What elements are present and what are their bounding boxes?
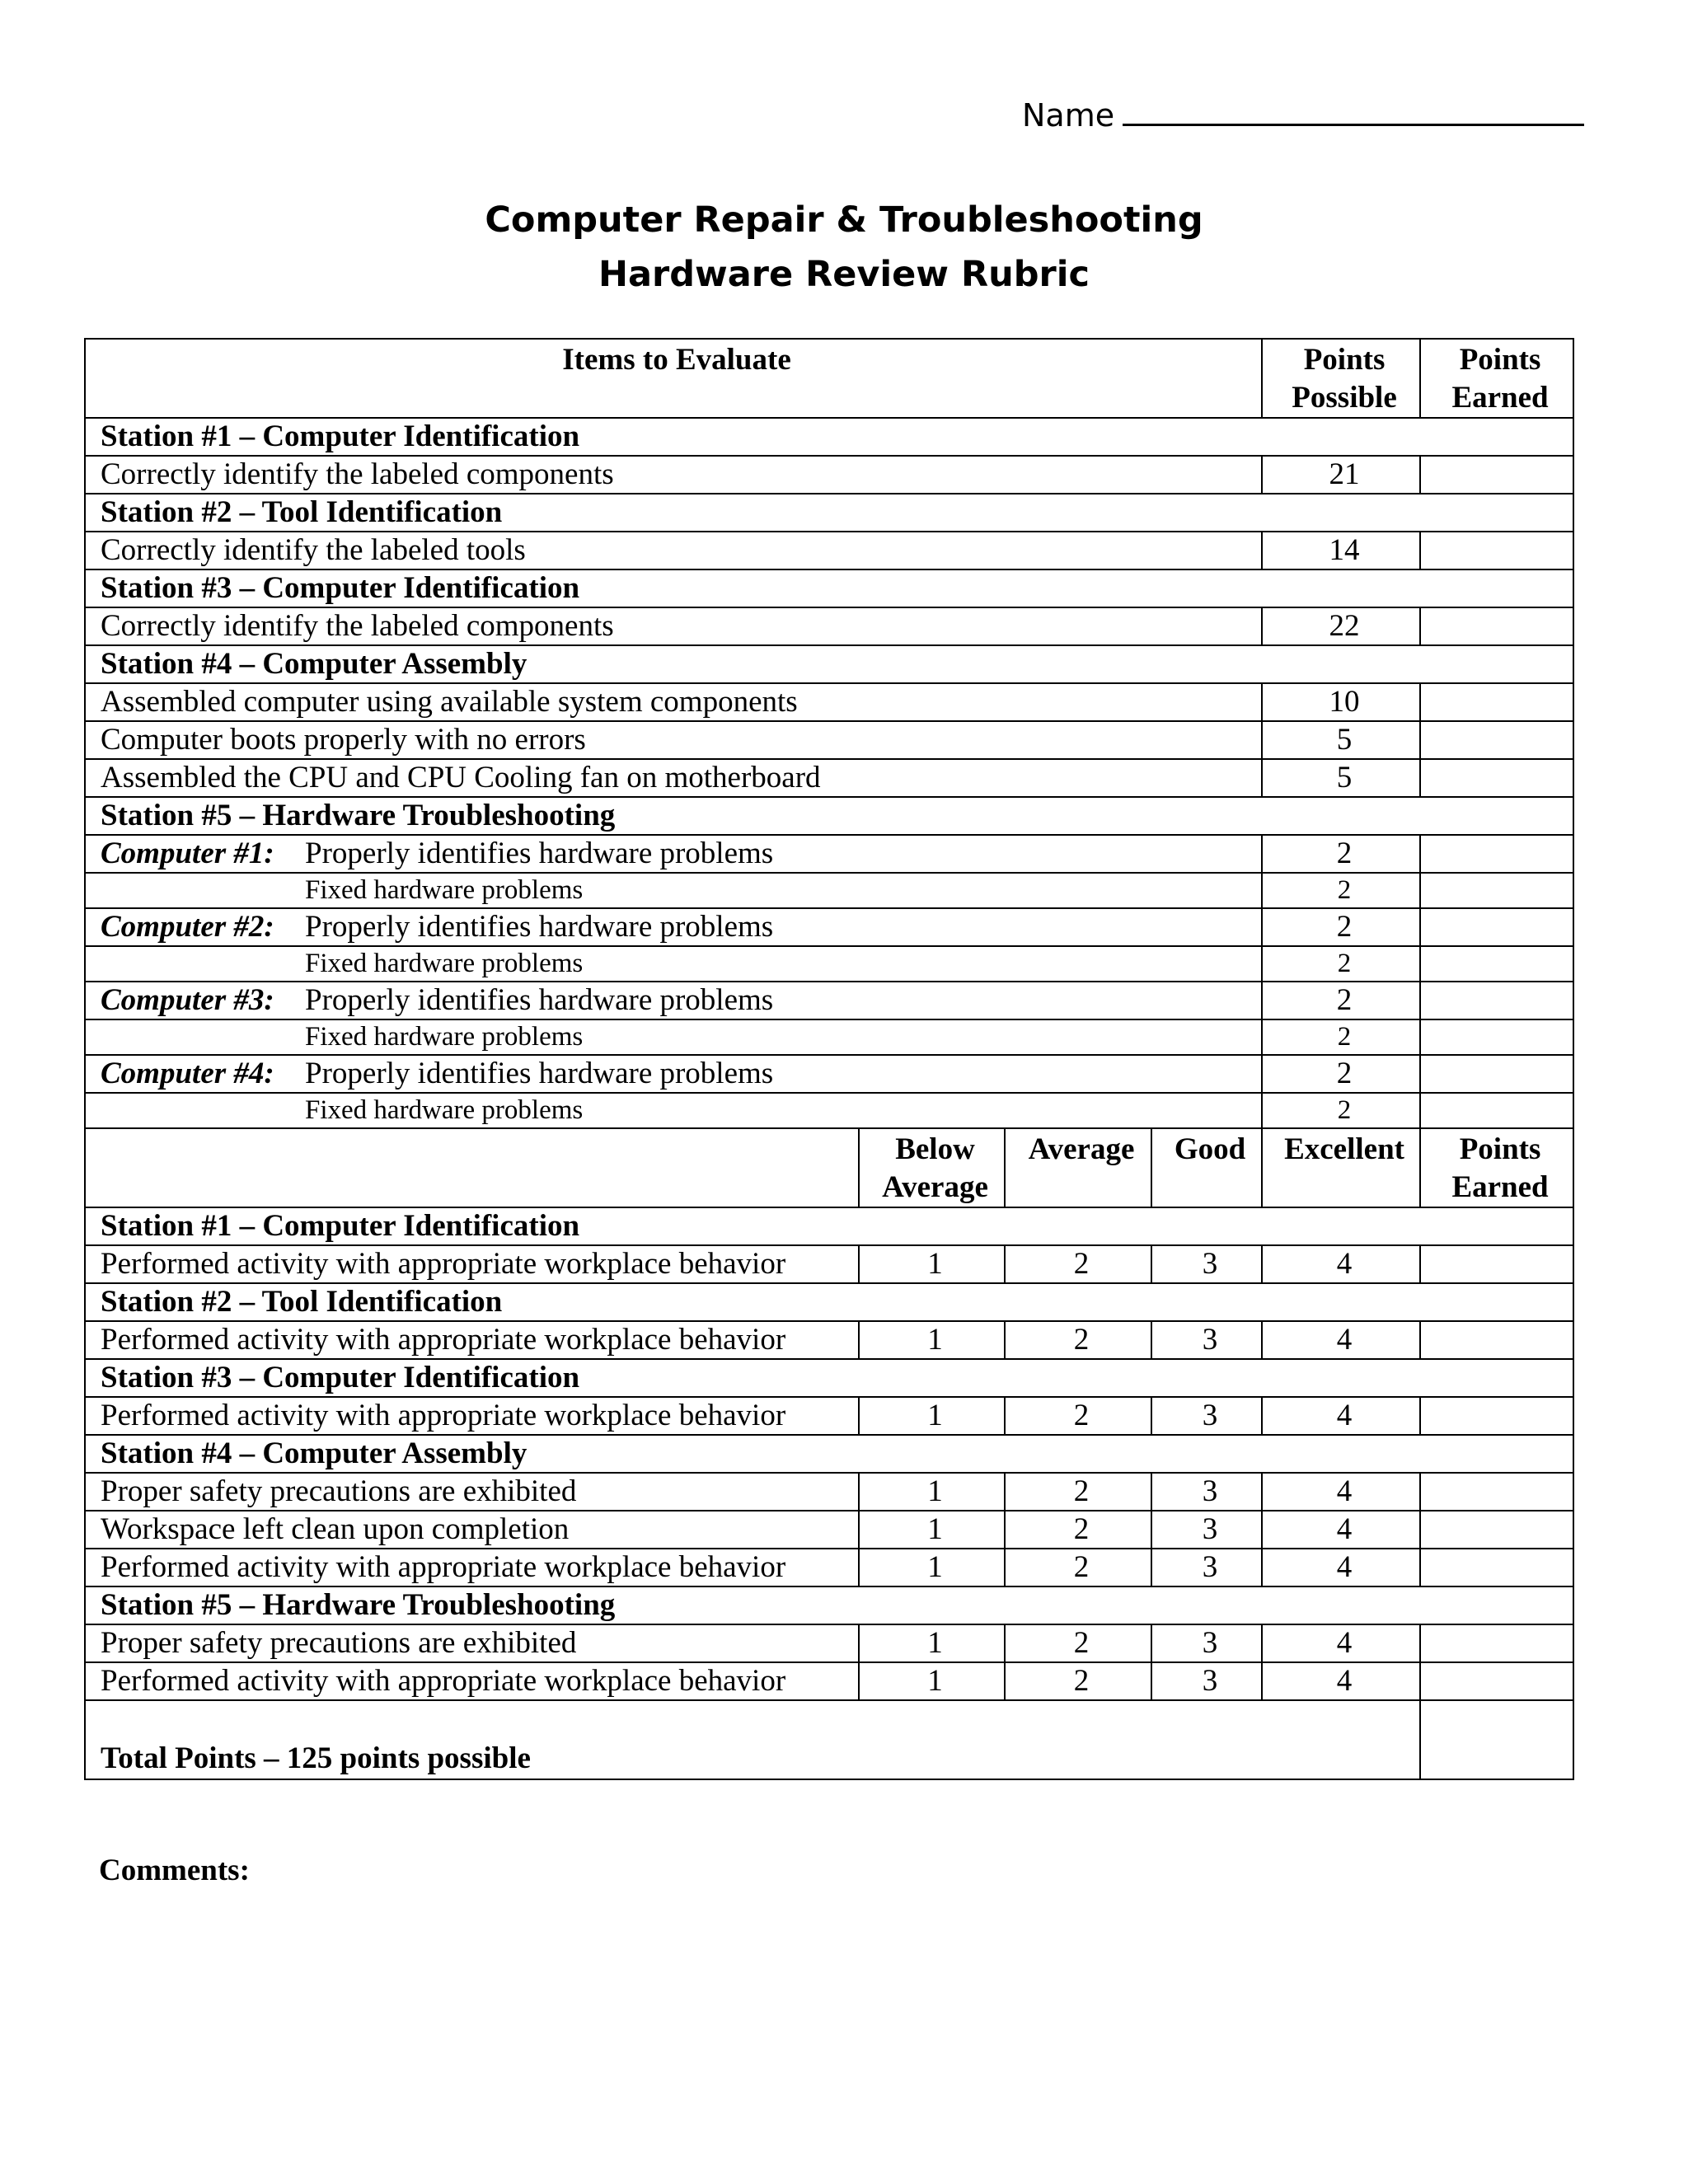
- table-row: [85, 946, 1573, 982]
- points-possible: 2: [1262, 946, 1420, 982]
- item-label: Performed activity with appropriate workplace behavior: [85, 1245, 859, 1283]
- rating-excellent[interactable]: 4: [1262, 1549, 1420, 1586]
- name-field: [1022, 97, 1584, 134]
- points-possible: 5: [1262, 759, 1420, 797]
- points-possible: 2: [1262, 1055, 1420, 1093]
- points-earned-cell[interactable]: [1420, 908, 1573, 946]
- computer-label: Computer #1:: [101, 837, 274, 870]
- table-row: [85, 873, 1573, 908]
- rating-header-row: [85, 1128, 1573, 1207]
- points-possible-header: Points Possible: [1262, 339, 1420, 418]
- total-label: Total Points – 125 points possible: [85, 1700, 1420, 1779]
- rating-excellent[interactable]: 4: [1262, 1473, 1420, 1511]
- points-earned-cell[interactable]: [1420, 946, 1573, 982]
- total-row: [85, 1700, 1573, 1779]
- comments-label: Comments:: [99, 1854, 250, 1887]
- table-row: [85, 1624, 1573, 1662]
- station-title: Station #2 – Tool Identification: [85, 494, 1573, 532]
- rating-average[interactable]: 2: [1005, 1397, 1151, 1435]
- points-possible: 2: [1262, 1093, 1420, 1128]
- computer-label: Computer #3:: [101, 983, 274, 1017]
- page-title: Computer Repair & Troubleshooting: [485, 199, 1203, 241]
- points-earned-cell[interactable]: [1420, 835, 1573, 873]
- item-label: Computer boots properly with no errors: [85, 721, 1262, 759]
- points-earned-cell[interactable]: [1420, 873, 1573, 908]
- rating-good[interactable]: 3: [1151, 1662, 1262, 1700]
- item-label: Proper safety precautions are exhibited: [85, 1624, 859, 1662]
- points-earned-cell[interactable]: [1420, 1511, 1573, 1549]
- name-label: Name: [1022, 97, 1115, 134]
- points-possible: 22: [1262, 607, 1420, 645]
- station-row: [85, 418, 1573, 456]
- item-label: Proper safety precautions are exhibited: [85, 1473, 859, 1511]
- table-row: [85, 982, 1573, 1019]
- items-to-evaluate-header: Items to Evaluate: [85, 339, 1262, 418]
- rating-average[interactable]: 2: [1005, 1662, 1151, 1700]
- points-earned-cell[interactable]: [1420, 759, 1573, 797]
- rating-good[interactable]: 3: [1151, 1624, 1262, 1662]
- rating-excellent[interactable]: 4: [1262, 1397, 1420, 1435]
- station-row: [85, 1435, 1573, 1473]
- rating-average[interactable]: 2: [1005, 1473, 1151, 1511]
- item-label: Correctly identify the labeled components: [85, 607, 1262, 645]
- rating-excellent[interactable]: 4: [1262, 1511, 1420, 1549]
- rating-below-average[interactable]: 1: [859, 1662, 1005, 1700]
- points-possible: 10: [1262, 683, 1420, 721]
- station-row: [85, 1283, 1573, 1321]
- table-row: [85, 1662, 1573, 1700]
- table-row: [85, 532, 1573, 569]
- station-title: Station #1 – Computer Identification: [85, 418, 1573, 456]
- item-label: Fixed hardware problems: [85, 1019, 1262, 1055]
- item-label: Performed activity with appropriate workplace behavior: [85, 1662, 859, 1700]
- average-header: Average: [1005, 1128, 1151, 1207]
- item-label: Performed activity with appropriate workplace behavior: [85, 1397, 859, 1435]
- item-label: Computer #3: Properly identifies hardware problems: [85, 982, 1262, 1019]
- points-earned-cell[interactable]: [1420, 1055, 1573, 1093]
- rating-excellent[interactable]: 4: [1262, 1662, 1420, 1700]
- station-row: [85, 569, 1573, 607]
- points-earned-cell[interactable]: [1420, 1321, 1573, 1359]
- rating-excellent[interactable]: 4: [1262, 1321, 1420, 1359]
- rating-below-average[interactable]: 1: [859, 1397, 1005, 1435]
- points-earned-cell[interactable]: [1420, 1662, 1573, 1700]
- rating-below-average[interactable]: 1: [859, 1321, 1005, 1359]
- rating-below-average[interactable]: 1: [859, 1473, 1005, 1511]
- points-possible: 14: [1262, 532, 1420, 569]
- rating-good[interactable]: 3: [1151, 1473, 1262, 1511]
- points-possible: 2: [1262, 835, 1420, 873]
- points-earned-cell[interactable]: [1420, 1093, 1573, 1128]
- points-earned-cell[interactable]: [1420, 607, 1573, 645]
- rating-average[interactable]: 2: [1005, 1321, 1151, 1359]
- rubric-table: [84, 338, 1574, 1780]
- table-row: [85, 759, 1573, 797]
- points-possible: 21: [1262, 456, 1420, 494]
- table-row: [85, 1397, 1573, 1435]
- points-possible: 2: [1262, 873, 1420, 908]
- table-row: [85, 1549, 1573, 1586]
- rating-good[interactable]: 3: [1151, 1549, 1262, 1586]
- station-title: Station #4 – Computer Assembly: [85, 645, 1573, 683]
- table-row: [85, 835, 1573, 873]
- item-label: Fixed hardware problems: [85, 873, 1262, 908]
- item-label: Fixed hardware problems: [85, 946, 1262, 982]
- station-row: [85, 645, 1573, 683]
- item-label: Computer #2: Properly identifies hardware problems: [85, 908, 1262, 946]
- points-earned-header: Points Earned: [1420, 1128, 1573, 1207]
- station-title: Station #4 – Computer Assembly: [85, 1435, 1573, 1473]
- points-earned-cell[interactable]: [1420, 1397, 1573, 1435]
- points-earned-cell[interactable]: [1420, 532, 1573, 569]
- points-earned-header: Points Earned: [1420, 339, 1573, 418]
- points-possible: 2: [1262, 1019, 1420, 1055]
- station-title: Station #2 – Tool Identification: [85, 1283, 1573, 1321]
- table-row: [85, 908, 1573, 946]
- rating-header-blank: [85, 1128, 859, 1207]
- station-row: [85, 494, 1573, 532]
- rating-excellent[interactable]: 4: [1262, 1624, 1420, 1662]
- rating-excellent[interactable]: 4: [1262, 1245, 1420, 1283]
- points-earned-cell[interactable]: [1420, 456, 1573, 494]
- table-row: [85, 1473, 1573, 1511]
- item-label: Assembled computer using available system components: [85, 683, 1262, 721]
- rating-average[interactable]: 2: [1005, 1624, 1151, 1662]
- total-points-cell[interactable]: [1420, 1700, 1573, 1779]
- points-earned-cell[interactable]: [1420, 721, 1573, 759]
- good-header: Good: [1151, 1128, 1262, 1207]
- rating-below-average[interactable]: 1: [859, 1549, 1005, 1586]
- computer-label: Computer #2:: [101, 910, 274, 944]
- station-row: [85, 1586, 1573, 1624]
- station-title: Station #1 – Computer Identification: [85, 1207, 1573, 1245]
- station-title: Station #5 – Hardware Troubleshooting: [85, 1586, 1573, 1624]
- points-earned-cell[interactable]: [1420, 1245, 1573, 1283]
- table-row: [85, 683, 1573, 721]
- item-label: Correctly identify the labeled tools: [85, 532, 1262, 569]
- points-earned-cell[interactable]: [1420, 1624, 1573, 1662]
- table-row: [85, 1245, 1573, 1283]
- station-row: [85, 797, 1573, 835]
- table-row: [85, 1019, 1573, 1055]
- item-label: Computer #4: Properly identifies hardware problems: [85, 1055, 1262, 1093]
- table-row: [85, 607, 1573, 645]
- station-title: Station #3 – Computer Identification: [85, 1359, 1573, 1397]
- points-earned-cell[interactable]: [1420, 982, 1573, 1019]
- points-earned-cell[interactable]: [1420, 683, 1573, 721]
- points-possible: 2: [1262, 908, 1420, 946]
- item-label: Performed activity with appropriate workplace behavior: [85, 1549, 859, 1586]
- item-label: Correctly identify the labeled components: [85, 456, 1262, 494]
- points-earned-cell[interactable]: [1420, 1019, 1573, 1055]
- rating-below-average[interactable]: 1: [859, 1245, 1005, 1283]
- rating-good[interactable]: 3: [1151, 1397, 1262, 1435]
- rating-good[interactable]: 3: [1151, 1321, 1262, 1359]
- page-subtitle: Hardware Review Rubric: [598, 254, 1090, 295]
- points-possible: 2: [1262, 982, 1420, 1019]
- table-row: [85, 1511, 1573, 1549]
- rating-good[interactable]: 3: [1151, 1511, 1262, 1549]
- item-label: Computer #1: Properly identifies hardware problems: [85, 835, 1262, 873]
- station-title: Station #3 – Computer Identification: [85, 569, 1573, 607]
- station-title: Station #5 – Hardware Troubleshooting: [85, 797, 1573, 835]
- below-average-header: Below Average: [859, 1128, 1005, 1207]
- rating-good[interactable]: 3: [1151, 1245, 1262, 1283]
- station-row: [85, 1359, 1573, 1397]
- table-row: [85, 1055, 1573, 1093]
- item-label: Fixed hardware problems: [85, 1093, 1262, 1128]
- computer-label: Computer #4:: [101, 1057, 274, 1090]
- item-label: Performed activity with appropriate workplace behavior: [85, 1321, 859, 1359]
- rating-below-average[interactable]: 1: [859, 1511, 1005, 1549]
- rating-average[interactable]: 2: [1005, 1245, 1151, 1283]
- rating-below-average[interactable]: 1: [859, 1624, 1005, 1662]
- rating-average[interactable]: 2: [1005, 1549, 1151, 1586]
- points-header-row: [85, 339, 1573, 418]
- table-row: [85, 721, 1573, 759]
- table-row: [85, 1321, 1573, 1359]
- station-row: [85, 1207, 1573, 1245]
- item-label: Workspace left clean upon completion: [85, 1511, 859, 1549]
- points-earned-cell[interactable]: [1420, 1473, 1573, 1511]
- points-possible: 5: [1262, 721, 1420, 759]
- points-earned-cell[interactable]: [1420, 1549, 1573, 1586]
- table-row: [85, 456, 1573, 494]
- name-blank-line[interactable]: [1123, 123, 1584, 126]
- item-label: Assembled the CPU and CPU Cooling fan on motherboard: [85, 759, 1262, 797]
- excellent-header: Excellent: [1262, 1128, 1420, 1207]
- rating-average[interactable]: 2: [1005, 1511, 1151, 1549]
- table-row: [85, 1093, 1573, 1128]
